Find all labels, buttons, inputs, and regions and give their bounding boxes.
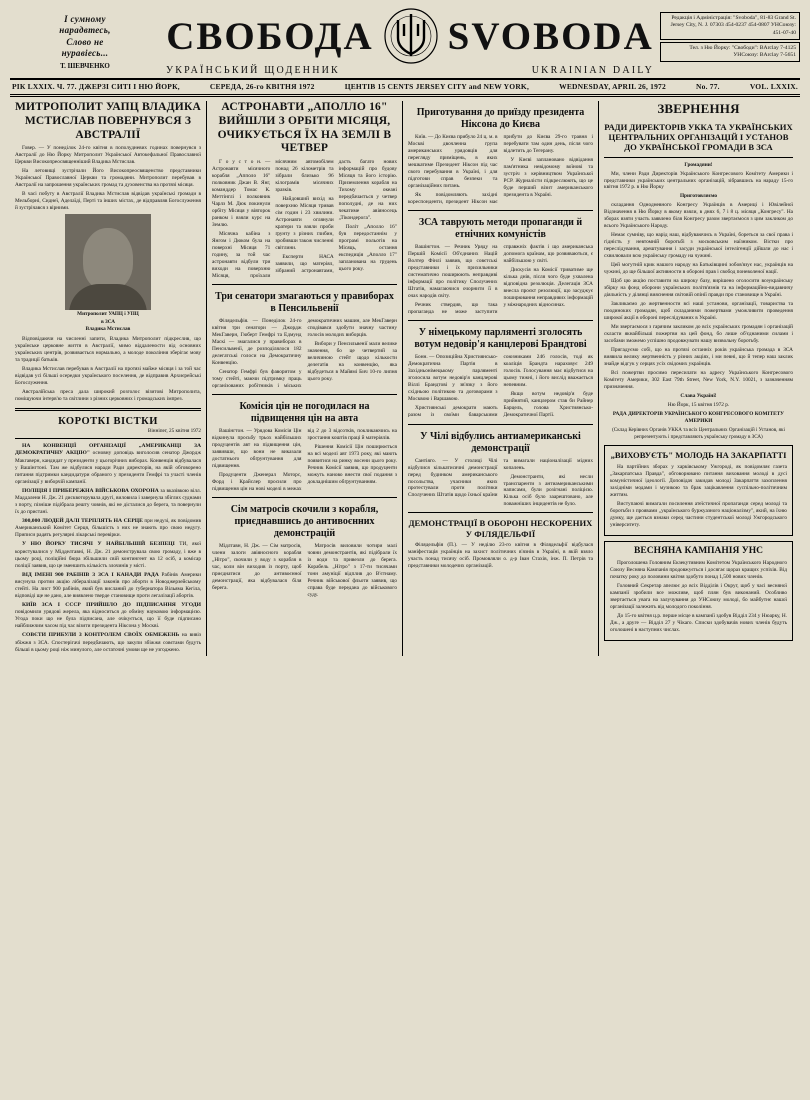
column-4 — [598, 101, 798, 656]
subtitle-ukrainian: УКРАЇНСЬКИЙ ЩОДЕННИК — [166, 65, 340, 76]
paragraph: Австралійська преса дала широкий розголос візитові Митрополита, поміщуючи інтерв'ю та світлини з різних церковних і громадських імпрез. — [15, 388, 201, 402]
paragraph: Рішення Комісії Цін поширюється на всі моделі авт 1973 року, які мають появитися на ринку восени цього року. Речник Комісії заявив, що продуценти можуть наново внести свої подання з докладнішим обґрунтуванням. — [307, 443, 397, 485]
paragraph: Виступаючі вимагали посилення атеїстичної пропаганди серед молоді та боротьби з проявами „українського буржуазного націоналізму", який, на їхню думку, ще дається взнаки серед частини студентської молоді Ужгородського університету. — [610, 500, 787, 528]
quote-line-3: Слово не — [66, 36, 104, 47]
trident-emblem-icon — [384, 8, 438, 64]
box-uns-campaign — [604, 541, 793, 641]
paragraph: Говер. — У понеділок 24-го квітня в пополудневих годинах повернувся з Австралії до Ню Йорку Митрополит Української Автокефальної Православної Церкви Високопреосвященніший Владика Мстислав. — [15, 145, 201, 166]
paragraph: Якщо вотум недовір'я буде прийнятий, канцлером став би Райнер Барцель, голова Християнсько-Демократичної Партії. — [503, 390, 593, 418]
ribbon-date-uk: СЕРЕДА, 26-го КВІТНЯ 1972 — [209, 82, 315, 91]
headline-apollo16: АСТРОНАВТИ „АПОЛЛО 16" ВИЙШЛИ З ОРБІТИ МІСЯЦЯ, ОЧИКУЄТЬСЯ ЇХ НА ЗЕМЛІ В ЧЕТВЕР — [217, 101, 392, 155]
brandt-article-body — [408, 354, 593, 420]
paragraph: Пригадуємо собі, що на протязі останніх років українська громада в ЗСА виявила велику жертвенність у різних акціях, і ми певні, що й тепер наш заклик знайде відгук у серцях усіх свідомих українців. — [604, 347, 793, 368]
paragraph: Сенатор Гемфрі був фаворитом у тому стейті, маючи підтримку праць організованих робітників і міських демократичних машин, але МекГаверн сподівався здобути значну частину голосів молодих виборців. — [212, 317, 397, 389]
caption-line-2: в ЗСА — [100, 318, 116, 325]
quote-attribution: Т. ШЕВЧЕНКО — [60, 62, 110, 70]
column-1 — [10, 101, 206, 656]
brief-news-head: ПОЛІЦІЯ І ПРИБЕРЕЖНА ВІЙСЬКОВА ОХОРОНА — [22, 487, 159, 494]
ribbon-price: ЦЕНТІВ 15 CENTS JERSEY CITY and NEW YORK, — [344, 82, 530, 91]
nixon-article-body — [408, 134, 593, 206]
headline-chile-demonstrations: У Чілі відбулись антиамериканські демонстрації — [420, 430, 581, 454]
brief-news-item — [15, 602, 201, 630]
headline-nixon-kyiv: Приготування до приїзду президента Ніксона до Києва — [416, 107, 585, 130]
brief-news-head: НА КОНВЕНЦІЇ ОРГАНІЗАЦІЇ „АМЕРИКАНЦІ ЗА ДЕМОКРАТИЧНУ АКЦІЮ" — [15, 442, 201, 457]
headline-propaganda: ЗСА таврують методи пропаганди й етнічних комуністів — [418, 216, 583, 240]
masthead-contact-block — [660, 8, 800, 62]
paragraph: У Києві заплановано відвідання пам'ятника невідомому воїнові та зустріч з керівництвом Української РСР. Журналісти підкреслюють, що це буде перший візит американського президента в Україні. — [503, 156, 593, 198]
paragraph: Ми звертаємося з гарячим закликом до всіх українських громадян і організацій скласти якнайбільші пожертви на цей фонд, бо лише об'єднаними силами і засобами зможемо успішно продовжувати нашу визвольну боротьбу. — [604, 324, 793, 345]
box-title-uns: ВЕСНЯНА КАМПАНІЯ УНС — [634, 545, 763, 556]
headline-philadelphia-demo: ДЕМОНСТРАЦІЇ В ОБОРОНІ НЕСКОРЕНИХ У ФІЛЯДЕЛЬФІЇ — [408, 518, 593, 539]
appeal-signature-note: (Склад Керівних Органів УККА та всіх Центральних Організацій і Установ, які репрезентують і представляють українську громаду в ЗСА) — [612, 427, 785, 440]
sailors-article-body — [212, 543, 397, 599]
brief-news-item — [15, 488, 201, 516]
box-zakarpattia — [604, 445, 793, 535]
appeal-signature: РАДА ДИРЕКТОРІВ УКРАЇНСЬКОГО КОНГРЕСОВОГО КОМІТЕТУ АМЕРИКИ — [612, 411, 785, 425]
appeal-resolve: Приготовляємо — [679, 193, 718, 200]
headline-senators-primary: Три сенатори змагаються у правиборах в Пенсильвенії — [215, 290, 394, 314]
masthead-title-block — [160, 8, 660, 76]
paragraph: До 15-го квітня ц.р. перше місце в кампанії здобув Відділ 234 у Нюарку, Н. Дж., а друге — Відділ 27 у Чікаґо. Списки здобувачів нових членів будуть оголошені в наступних числах. — [610, 612, 787, 633]
headline-sailors-jumped: Сім матросів скочили з корабля, приєднавшись до антивоєнних демонстрацій — [230, 503, 379, 539]
paragraph: Філядельфія (П.). — У неділю 23-го квітня в Філядельфії відбулася маніфестація українців на захист політичних в'язнів в Україні, в якій взяло участь понад тисячу осіб. Промовляли о. д-р Іван Стахів, інж. П. Петрів та представники молодечих організацій. — [408, 542, 593, 570]
senators-article-body — [212, 318, 397, 390]
brief-news-head: СОВЄТИ ПРИБУЛИ З КОНТРОЛЕМ СВОЇХ ОБМЕЖЕНЬ — [22, 632, 180, 639]
brief-news-body: Рабінів Америки висунула протии акцію лібералізації законів про аборти в Новоджерзейському стейті. На лист 900 рабінів, який був висланий до губернатора Вільяма Кегіла, відповіді ще не дано, але виявлено тверде становище проти легалізації абортів. — [15, 571, 201, 599]
brief-news-item — [15, 572, 201, 600]
paragraph: Київ. — До Києва прибуло 24 ц. м. в Москві двочленна група американських урядовців для перегляду приміщень, в яких мешкатиме Президент Ніксон під час свого перебування в Україні, і для підготови справ безпеки та організаційних питань. — [408, 134, 498, 189]
paragraph: Головний Секретар апелює до всіх Відділів і Округ, щоб у часі весняної кампанії зробили все можливе, щоб плян був виконаний. Особливо звертається увага на залучування до УНСоюзу молоді, бо майбутнє нашої організації залежить від молодого покоління. — [610, 582, 787, 610]
paragraph: Бонн. — Опозиційна Християнсько-Демократична Партія в Західньонімецькому парляменті зголосила вотум недовір'я канцлерові Віллі Брандтові у зв'язку з його східньою політикою та договорами з Москвою і Варшавою. — [408, 353, 498, 402]
brief-news-item — [15, 541, 201, 569]
masthead-quote — [10, 8, 160, 71]
appeal-subtitle: РАДИ ДИРЕКТОРІВ УККА ТА УКРАЇНСЬКИХ ЦЕНТРАЛЬНИХ ОРГАНІЗАЦІЙ І УСТАНОВ ДО УКРАЇНСЬКОЇ ГРОМАДИ В ЗСА — [604, 121, 793, 153]
box-title-zakarpattia: „ВИХОВУЄТЬ" МОЛОДЬ НА ЗАКАРПАТТІ — [610, 450, 787, 461]
ribbon-issue-no: No. 77. — [696, 82, 720, 91]
quote-line-2: нарадвтесь, — [59, 25, 111, 36]
brief-news-body: ТИ, якої користувалися у Мідделтавні, Н. Дж. 21 демонструвала свою громаду, і вже в цьому році, поліційні бюра збільшили свій контингент на 12 осіб, а комісар поліції заявив, що це зменшить кількість злочинів у місті. — [15, 541, 201, 569]
appeal-dateline: Ню Йорк, 15 квітня 1972 р. — [667, 402, 730, 409]
paragraph: Вашінгтон. — Речник Уряду на Першій Комісії Об'єднаних Націй Волтер Фінлі заявив, що совєтські представники і їх прихильники систематично поширюють неправдиві інформації про політику Сполучених Штатів, намагаючися очорнити її в очах народів світу. — [408, 243, 498, 299]
brief-news-head: КИЇВ ЗСА І СССР ПРИЙШЛО ДО ПІДПИСАННЯ УГОДИ — [22, 601, 201, 608]
subtitle-english: UKRAINIAN DAILY — [531, 65, 654, 76]
masthead — [10, 8, 800, 80]
paragraph: Політ „Аполло 16" був передостаннім у програмі польотів на Місяць, остання експедиція „Аполло 17" запланована на грудень цього року. — [338, 224, 397, 272]
paragraph: Демонстранти, які несли транспаренти з антиамериканськими написами, були розігнані поліцією. Кілька осіб було заарештовано, але поважніших інцидентів не було. — [503, 473, 593, 508]
office-address: Редакція і Адміністрація: "Svoboda", 81-83 Grand St. Jersey City, N. J. 07303 454-0237 454-0807 УНСоюзу: 451-07-40 — [660, 12, 800, 40]
paragraph: Закликаємо до жертвенности всі наші установи, організації, товариства та поодиноких громадян, щоб складаними пожертвами уможливити проведення широкої акції в обороні переслідуваних в Україні. — [604, 301, 793, 322]
paragraph: Мідлтавн, Н. Дж. — Сім матросів, члени залоги авіяносного корабля „Нітро", скочили у воду з корабля в час, коли він виходив із порту, щоб приєднатися до антивоєнної демонстрації, яка відбувалася біля берега. — [212, 542, 302, 591]
page-columns — [10, 101, 800, 656]
quote-line-4: нуравіесь... — [61, 47, 109, 58]
paragraph: Владика Мстислав перебував в Австралії на протязі майже місяця і за той час відвідав усі більші осередки українського поселення, де відправив Архиєрейські Богослуження. — [15, 365, 201, 386]
brief-news-head: ВІД ІМЕНІ 900 РАБІНІВ З ЗСА І КАНАДИ РАДА — [22, 571, 159, 578]
paragraph: Матросів виловили чотири малі човни демонстрантів, які підібрали їх із води та привезли до берега. Корабель „Нітро" з 17-ти тисячами тонн амуніції відплив до В'єтнаму. Речник військової фльоти заявив, що справа буде передана до військового суду. — [307, 542, 397, 598]
brief-news-body: основну доповідь виголосив сенатор Джордж Макгаверн, кандидат у президенти у цьогорічних виборах. Конвенція відбувалася у Вашінгтоні. Там же відбулися наради Ради директорів, на якій обговорено питання підтримки кандидатури обраного у президенти Гемфрі та участі членів організації у виборчій кампанії. — [15, 450, 201, 485]
paragraph: На летовищі зустрічали Його Високопреосвященство представники Української Православної Церкви та громадяни. Митрополит перебував в Австралії на запрошення українських громад та духовенства на протязі місяця. — [15, 168, 201, 189]
headline-price-commission: Комісія цін не погодилася на підвищення цін на авта — [239, 400, 370, 424]
photo-caption — [15, 311, 201, 333]
paragraph: Відповідаючи на численні запити, Владика Митрополит підкреслив, що українське церковне життя в Австралії, мимо віддалености від основних українських центрів, розвивається нормально, а молоде покоління зберігає мову та традиції батьків. — [15, 336, 201, 363]
paragraph: Речник ствердив, що така пропаганда не може заступити справжніх фактів і що американська допомога країнам, що розвиваються, є найбільшою у світі. — [408, 243, 593, 315]
paragraph: Немає сумніву, що нарід наш, відбуваючись в Україні, бореться за свої права і гідність у невтомній боротьбі з московським наїзником. Вістки про переслідування, арештування і засуди української інтелігенції дійшли до нас і схвилювали всю українську громаду на чужині. — [604, 232, 793, 260]
price-commission-body — [212, 428, 397, 493]
portrait-photo — [65, 214, 151, 310]
column-2 — [206, 101, 402, 656]
brief-news-head: 300,000 ЛЮДЕЙ ДАЛІ ТЕРПЛЯТЬ НА СЕРЦЕ — [22, 517, 143, 524]
issue-ribbon — [10, 80, 800, 97]
caption-line-1: Митрополит УАПЦ і УПЦ — [77, 311, 139, 318]
paragraph: Ми, члени Ради Директорів Українського Конгресового Комітету Америки і представники українських центральних організацій, зібравшись на нараду 15-го квітня 1972 р. в Ню Йорку — [604, 170, 793, 191]
quote-line-1: І сумному — [64, 14, 106, 24]
title-ukrainian: СВОБОДА — [166, 14, 374, 58]
section-title-brief-news: КОРОТКІ ВІСТКИ — [58, 415, 158, 427]
headline-brandt-vote: У німецькому парляменті зголосять вотум недовір'я канцлерові Брандтові — [414, 326, 587, 350]
office-phones: Тел. з Ню Йорку: "Свободи": BArclay 7-4125 УНСоюзу: BArclay 7-5651 — [660, 42, 800, 63]
paragraph: В часі побуту в Австралії Владика Мстислав відвідав українські громади в Мельборні, Сиднеї, Аделаїді, Перті та інших містах, де відправляв Богослуження й зустрічався з вірними. — [15, 191, 201, 212]
paragraph: Всі пожертви просимо пересилати на адресу Українського Конгресового Комітету Америки, 302 East 79th Street, New York, N.Y. 10021, з зазначенням призначення. — [604, 370, 793, 391]
brief-news-body: при недузі, як повідомив Американський Комітет Серця, більшість з них не знають про свою недугу. Приписи радять регулярні лікарські перевірки. — [15, 517, 201, 539]
brief-news-body: за вказівкою вілл. Маддалени Н. Дж. 21 дисквоторувала другі, виловила і завернула збіглих суднами з порту, пізніше підібрала решту човнів, які не дісталися до берега, та повернули їх до пристані. — [15, 487, 202, 515]
caption-line-3: Владика Мстислав — [85, 325, 131, 332]
brief-news-item — [15, 518, 201, 539]
paragraph: Щоб цю акцію поставити на широку базу, вирішено оголосити всеукраїнську збірку на фонд оборони українських політв'язнів та на інформаційно-видавничу діяльність у ділянці вияснення світовій опінії правди про становище в Україні. — [604, 278, 793, 299]
brief-news-dateline: Вінніпег, 25 квітня 1972 — [147, 427, 201, 434]
paragraph: Як повідомляють західні кореспонденти, президент Ніксон має прибути до Києва 29-го травня і перебувати там один день, після чого відлетить до Тегерану. — [408, 134, 593, 205]
headline-mstyslav: МИТРОПОЛИТ УАПЦ ВЛАДИКА МСТИСЛАВ ПОВЕРНУВСЯ З АВСТРАЛІЇ — [15, 101, 201, 141]
headline-appeal: ЗВЕРНЕННЯ — [657, 101, 740, 116]
paragraph: Місячна кабіна з Янгом і Дюком була на поверхні Місяця 71 годину, за той час астронавти відбули три виходи на поверхню Місяця, проїхали місячним автомобілем понад 26 кілометрів та зібрали близько 96 кілограмів місячних зразків. — [212, 159, 334, 279]
brief-news-body: повідомили урядові жерела, яка відноситься до обміну науковою інформацією. Угода поки що не була підписана, але очікується, що її буде підписано найближчим часом під час візити президента Ніксона у Москві. — [15, 609, 201, 630]
appeal-slogan: Слава Україні! — [680, 393, 717, 400]
column-3 — [402, 101, 598, 656]
paragraph: На партійних зборах у харківському Ужгороді, як повідомляє газета „Закарпатська Правда", обговорювано питання виховання молоді в дусі комуністичної ідеології. Доповідач закидав молоді Закарпаття захоплення західніми модами і музикою та брак зацікавлення суспільно-політичним життям. — [610, 463, 787, 498]
brief-news-item — [15, 443, 201, 486]
appeal-salutation: Громадяни! — [684, 161, 713, 168]
paragraph: Християнські демократи мають разом із своїми баварськими союзниками 246 голосів, тоді як коаліція Брандта нараховує 249 голосів. Голосування має відбутися на цьому тижні, і його вислід вважається непевним. — [408, 353, 593, 418]
paragraph: Сантіяго. — У столиці Чілі відбулися кількатисячні демонстрації перед будинком американського посольства, учасники яких протестували проти політики Сполучених Штатів щодо їхньої країни та вимагали націоналізації мідних копалень. — [408, 457, 593, 499]
ribbon-volume: VOL. LXXIX. — [749, 82, 798, 91]
paragraph: Дискусія на Комісії триватиме ще кілька днів, після чого буде ухвалена відповідна резолюція. Делегація ЗСА внесла проєкт резолюції, що засуджує поширювання неправдивих інформацій у міжнародних відносинах. — [503, 266, 593, 308]
paragraph: Продуценти Дженерал Моторс, Форд і Крайслер просили про підвищення цін на нові моделі в межах від 2 до 3 відсотків, покликаючись на зростання коштів праці й матеріялів. — [212, 427, 397, 492]
brief-news-item — [15, 632, 201, 653]
ribbon-left: РІК LXXIX. Ч. 77. ДЖЕРЗІ СИТІ І НЮ ЙОРК, — [12, 82, 180, 91]
paragraph: Г о у с т о н. — Астронавти місячного корабля „Апполо 16" полковник Джан В. Янг, команддер Томас К. Меттінглі і полковник Чарлз М. Дюк покинули орбіту Місяця у вівторок ранком і взяли курс на Землю. — [212, 159, 271, 229]
paragraph: Вашінгтон. — Урядова Комісія Цін відкинула просьбу трьох найбільших продуцентів авт на підвищення цін, заявивши, що вони не виказали достатнього обґрунтування для підвищення. — [212, 427, 302, 469]
ribbon-date-en: WEDNESDAY, APRIL 26, 1972 — [559, 82, 666, 91]
brief-news-body: на вивіз збіжжя з ЗСА. Спостерігачі передбачають, що закупи збіжжя совєтами будуть більші в цьому році ніж минулого, але остаточні умови ще не узгоджено. — [15, 632, 201, 653]
paragraph: Найдовший вихід на поверхню Місяця тривав сім годин і 23 хвилини. Астронавти оглянули кратери та взяли проби ґрунту з різних глибин, зробивши також численні світлини. — [275, 196, 334, 251]
brief-news-head: У НЮ ЙОРКУ ТИСЯЧІ У НАЙБІЛЬШІЙ БЕЗПЕЦІ — [22, 541, 175, 548]
apollo-article-body — [212, 159, 397, 280]
title-english: SVOBODA — [447, 14, 654, 58]
paragraph: Експерти НАСА заявили, що матеріял, зібраний астронавтами, дасть багато нових інформацій про будову Місяця та його історію. Приземлення корабля на Тихому океані передбачається у четвер пополудні, де на них чекатиме авіяносець „Тікондерога". — [275, 159, 397, 274]
paragraph: Проголошена Головним Екзекутивним Комітетом Українського Народного Союзу Весняна Кампанія продовжується і досягає щораз кращих успіхів. Від початку року до половини квітня здобуто понад 1,500 нових членів. — [610, 560, 787, 580]
chile-article-body — [408, 458, 593, 509]
paragraph: Філядельфія. — Понеділок 24-го квітня три сенатори — Джордж МекГаверн, Гюберт Гемфрі та Едмунд Маскі — змагалися у правиборах в Пенсильвенії, де розподілялося 182 делегатські голоси на Демократичну Конвенцію. — [212, 317, 302, 366]
paragraph: складання Однодневного Конгресу Українців в Америці і Ювілейної Відзначення в Ню Йорку в якому взяли, в днях 6, 7 і 8 ц. місяця „Конгресу". На зборах взяти участь заявлено біля Конгресу разом звертаємося з цим закликом до всього Українського Народу. — [604, 202, 793, 230]
paragraph: Вибори у Пенсильвенії мали велике значення, бо це четвертий за величиною стейт щодо кількости делегатів на конвенцію, яка відбудеться в Майямі Бич 10-го липня цього року. — [307, 340, 397, 382]
propaganda-article-body — [408, 244, 593, 316]
paragraph: Цей могутній крик нашого народу на Батьківщині зобов'язує нас, українців на чужині, до ще більшої активности в обороні прав і свобод поневоленої нації. — [604, 262, 793, 276]
